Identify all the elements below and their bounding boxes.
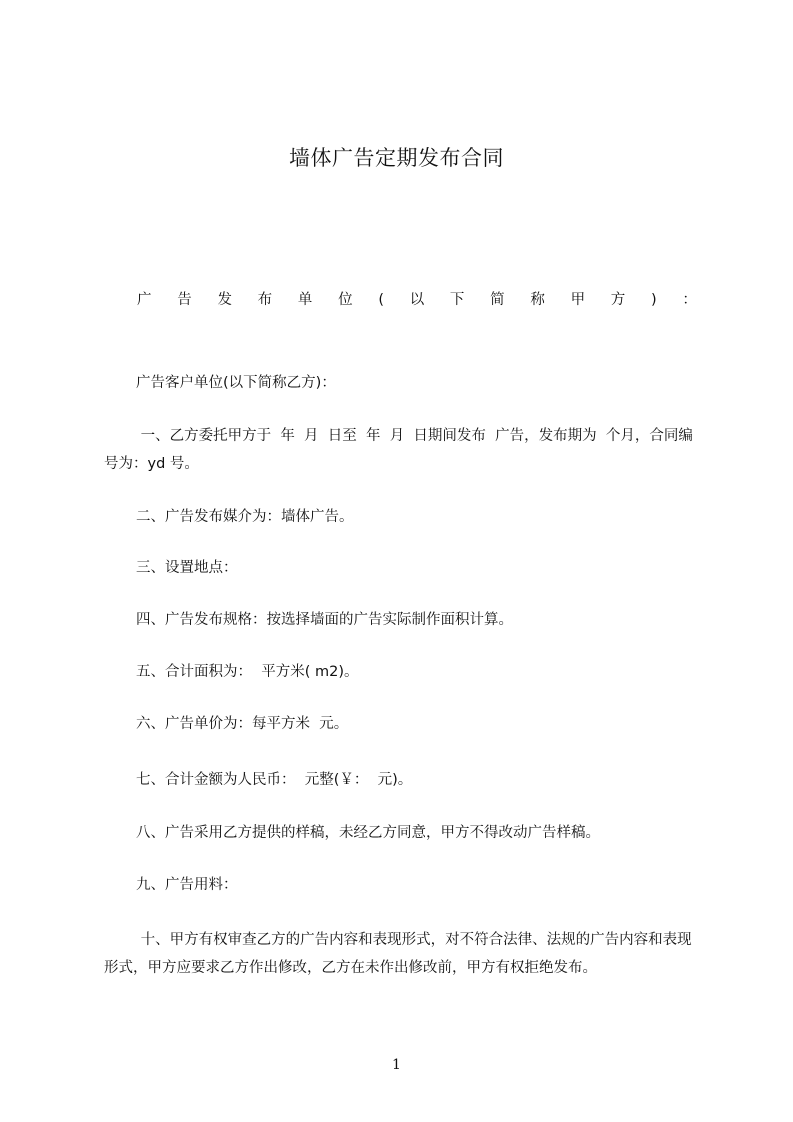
party-a-char: ( [378, 292, 384, 308]
party-a-line [137, 289, 697, 311]
party-a-char: 简 [490, 292, 505, 308]
clause-6 [104, 713, 700, 735]
clause-text: 五、合计面积为： 平方米( m2)。 [136, 664, 359, 680]
party-a-char: 告 [177, 292, 192, 308]
clause-2 [104, 506, 700, 528]
clause-text: 四、广告发布规格：按选择墙面的广告实际制作面积计算。 [136, 612, 513, 628]
party-a-char: ： [682, 292, 697, 308]
clause-3 [104, 557, 700, 579]
clause-text: 七、合计金额为人民币： 元整(￥： 元)。 [136, 772, 413, 788]
clause-9 [104, 874, 700, 896]
clause-8 [104, 822, 700, 844]
party-a-char: 以 [409, 292, 425, 308]
page-title: 墙体广告定期发布合同 [289, 146, 504, 170]
clause-text: 一、乙方委托甲方于 年 月 日至 年 月 日期间发布 广告，发布期为 个月，合同编号为：yd 号。 [104, 428, 693, 472]
party-a-char: 甲 [570, 292, 586, 308]
party-b-line [104, 372, 700, 394]
party-b-text: 广告客户单位(以下简称乙方)： [136, 375, 336, 391]
party-a-char: 位 [338, 292, 353, 308]
clause-text: 二、广告发布媒介为：墙体广告。 [136, 509, 354, 525]
clause-text: 六、广告单价为：每平方米 元。 [136, 716, 349, 732]
page-number: 1 [392, 1057, 401, 1073]
party-a-char: 单 [297, 292, 313, 308]
party-a-char: 下 [449, 292, 465, 308]
clause-10 [104, 926, 700, 982]
party-a-char: 称 [530, 292, 545, 308]
party-a-char: 方 [610, 292, 626, 308]
party-a-char: 广 [137, 292, 152, 308]
clause-5 [104, 661, 700, 683]
clause-7 [104, 769, 700, 791]
clause-text: 八、广告采用乙方提供的样稿，未经乙方同意，甲方不得改动广告样稿。 [136, 825, 600, 841]
party-a-char: 布 [257, 292, 273, 308]
clause-text: 十、甲方有权审查乙方的广告内容和表现形式，对不符合法律、法规的广告内容和表现形式，甲方应要求乙方作出修改，乙方在未作出修改前，甲方有权拒绝发布。 [104, 932, 692, 976]
clause-4 [104, 609, 700, 631]
clause-text: 三、设置地点： [136, 560, 238, 576]
clause-1 [104, 422, 700, 478]
party-a-char: ) [651, 292, 657, 308]
clause-text: 九、广告用料： [136, 877, 238, 893]
party-a-char: 发 [217, 292, 232, 308]
